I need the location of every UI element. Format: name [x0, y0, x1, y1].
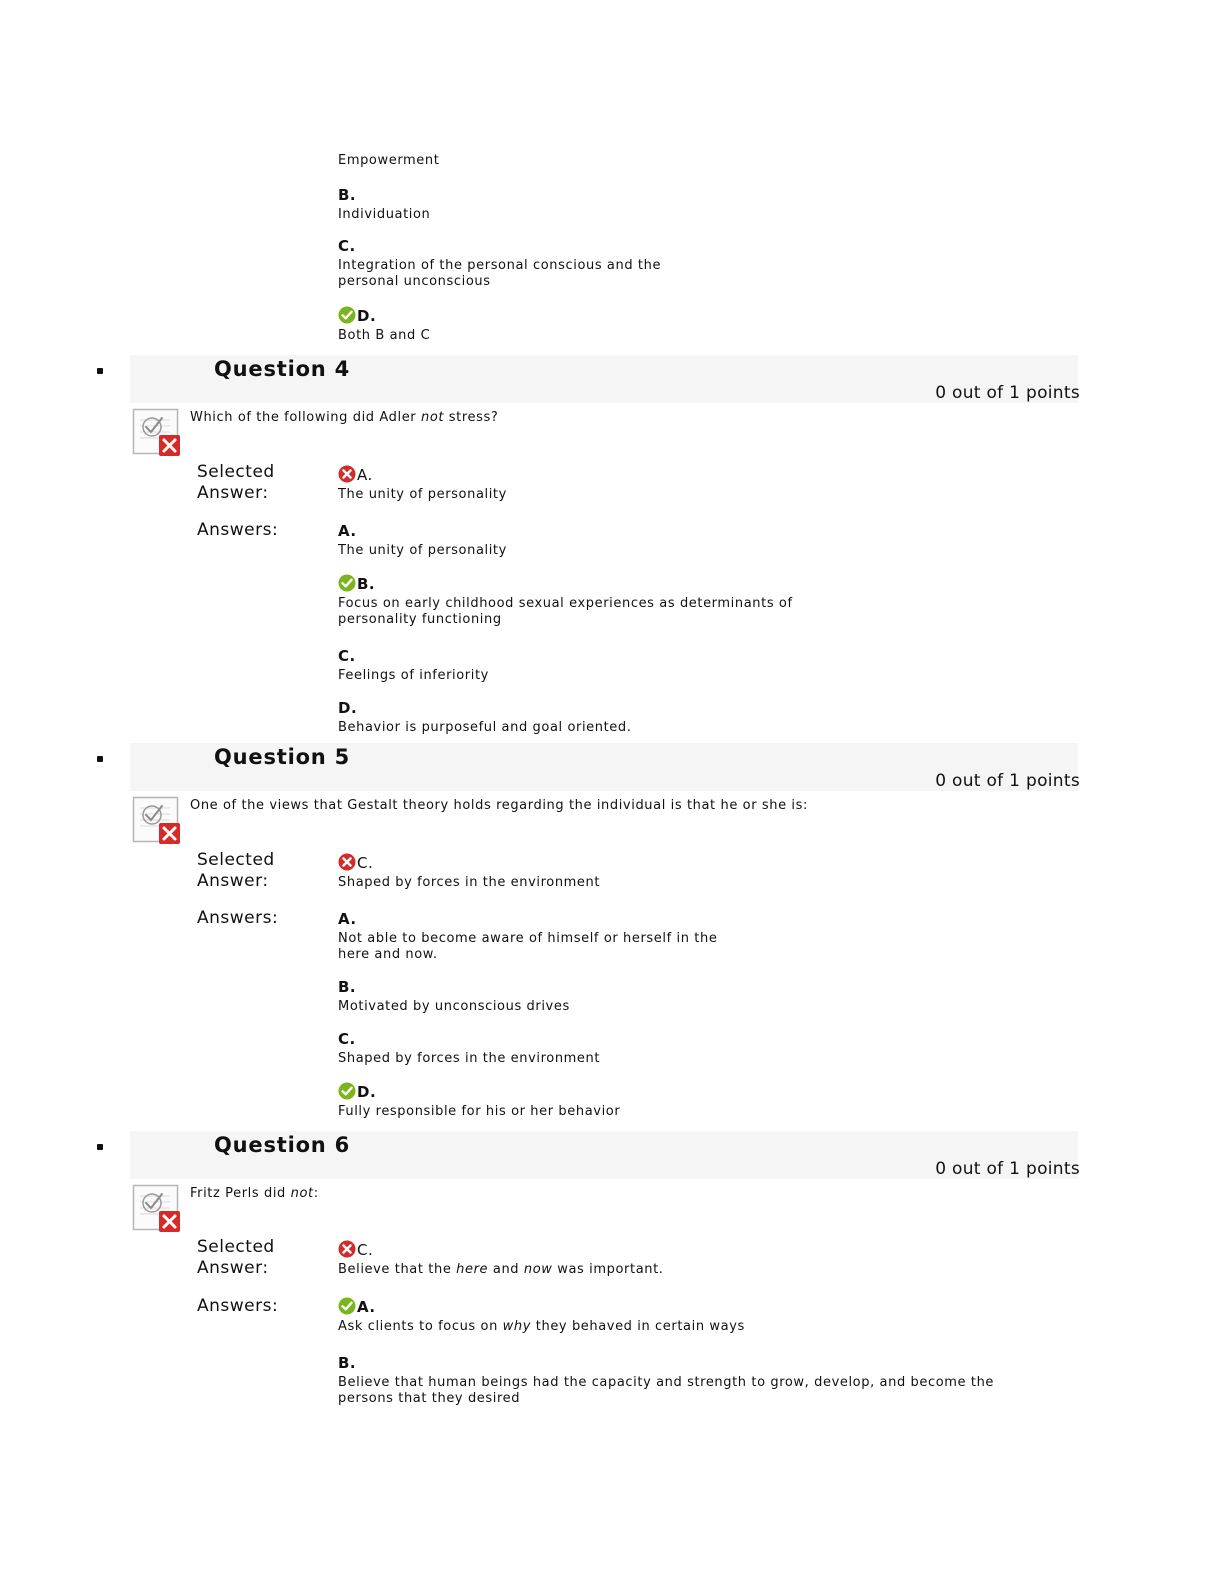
question-title: Question 6	[214, 1133, 351, 1157]
option-text: Fully responsible for his or her behavior	[338, 1104, 621, 1119]
question-points: 0 out of 1 points	[935, 383, 1080, 403]
option-text: The unity of personality	[338, 543, 507, 558]
answer-option-a	[338, 1297, 745, 1335]
incorrect-question-icon	[132, 796, 182, 846]
option-letter: D.	[357, 307, 377, 325]
option-text: Believe that human beings had the capacity and strength to grow, develop, and become the persons that they desired	[338, 1375, 995, 1406]
option-letter: D.	[357, 1083, 377, 1101]
answer-option-c	[338, 646, 489, 684]
option-text: Both B and C	[338, 328, 431, 343]
x-circle-icon	[338, 465, 356, 483]
answer-option-b	[338, 574, 793, 628]
option-letter: A.	[338, 522, 357, 540]
option-a-text-prev: Empowerment	[338, 153, 440, 168]
option-letter: A.	[338, 910, 357, 928]
option-letter: C.	[338, 647, 356, 665]
answers-label: Answers:	[197, 520, 279, 540]
check-circle-icon	[338, 1297, 356, 1315]
incorrect-question-icon	[132, 408, 182, 458]
option-letter: D.	[338, 699, 358, 717]
answers-label: Answers:	[197, 908, 279, 928]
question-points: 0 out of 1 points	[935, 1159, 1080, 1179]
x-circle-icon	[338, 853, 356, 871]
option-letter: B.	[338, 1354, 357, 1372]
option-text: Believe that the here and now was important.	[338, 1262, 664, 1277]
answer-option-b	[338, 1353, 994, 1407]
answer-option-c	[338, 1029, 600, 1067]
check-circle-icon	[338, 1082, 356, 1100]
check-circle-icon	[338, 306, 356, 324]
question-title: Question 4	[214, 357, 351, 381]
x-circle-icon	[338, 1240, 356, 1258]
question-prompt: One of the views that Gestalt theory holds regarding the individual is that he or she is:	[190, 798, 808, 813]
option-b-prev	[338, 185, 430, 223]
option-text: Individuation	[338, 207, 431, 222]
question-prompt: Which of the following did Adler not stress?	[190, 410, 499, 425]
option-letter: C.	[338, 1030, 356, 1048]
option-text: Focus on early childhood sexual experiences as determinants of personality functioning	[338, 596, 793, 627]
option-letter: C.	[338, 237, 356, 255]
option-letter: C.	[357, 1241, 374, 1259]
answer-option-a	[338, 521, 507, 559]
option-text: Integration of the personal conscious and the personal unconscious	[338, 258, 662, 289]
question-points: 0 out of 1 points	[935, 771, 1080, 791]
option-text: The unity of personality	[338, 487, 507, 502]
selected-answer-label: Selected Answer:	[197, 850, 275, 891]
option-text: Feelings of inferiority	[338, 668, 489, 683]
option-letter: A.	[357, 1298, 376, 1316]
option-letter: B.	[338, 978, 357, 996]
check-circle-icon	[338, 574, 356, 592]
selected-answer	[338, 853, 600, 891]
option-letter: A.	[357, 466, 373, 484]
answer-option-d	[338, 698, 631, 736]
option-letter: B.	[357, 575, 376, 593]
option-c-prev	[338, 236, 661, 290]
list-bullet	[97, 368, 103, 374]
list-bullet	[97, 756, 103, 762]
option-text: Behavior is purposeful and goal oriented.	[338, 720, 632, 735]
selected-answer-label: Selected Answer:	[197, 462, 275, 503]
answer-option-d	[338, 1082, 620, 1120]
answers-label: Answers:	[197, 1296, 279, 1316]
option-d-prev	[338, 306, 430, 344]
list-bullet	[97, 1144, 103, 1150]
question-prompt: Fritz Perls did not:	[190, 1186, 319, 1201]
selected-answer-label: Selected Answer:	[197, 1237, 275, 1278]
question-title: Question 5	[214, 745, 351, 769]
option-text: Shaped by forces in the environment	[338, 875, 601, 890]
option-letter: C.	[357, 854, 374, 872]
option-text: Ask clients to focus on why they behaved in certain ways	[338, 1319, 745, 1334]
option-text: Shaped by forces in the environment	[338, 1051, 601, 1066]
incorrect-question-icon	[132, 1184, 182, 1234]
selected-answer	[338, 465, 507, 503]
selected-answer	[338, 1240, 664, 1278]
option-text: Not able to become aware of himself or herself in the here and now.	[338, 931, 718, 962]
option-letter: B.	[338, 186, 357, 204]
answer-option-b	[338, 977, 570, 1015]
option-text: Motivated by unconscious drives	[338, 999, 570, 1014]
answer-option-a	[338, 909, 717, 963]
